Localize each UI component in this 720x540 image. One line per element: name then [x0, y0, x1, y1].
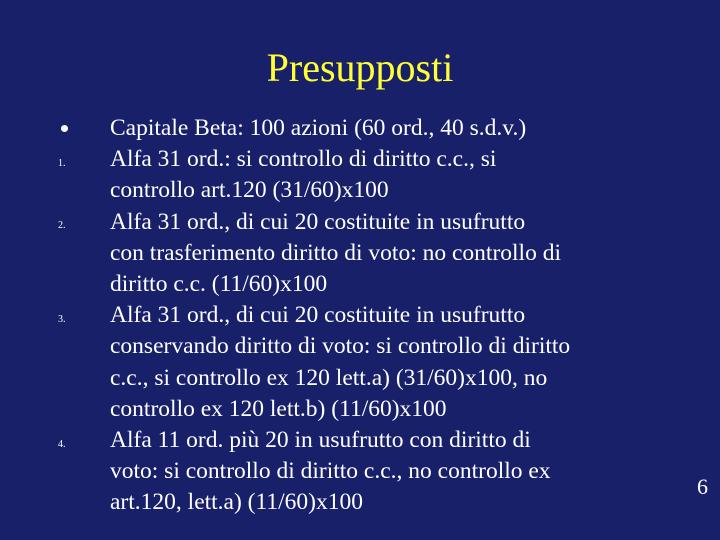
- item-line: Alfa 11 ord. più 20 in usufrutto con diritto di: [110, 427, 531, 454]
- item-line: conservando diritto di voto: si controllo di diritto: [110, 333, 571, 360]
- list-item: [0, 425, 690, 519]
- item-line: Capitale Beta: 100 azioni (60 ord., 40 s.d.v.): [110, 115, 527, 141]
- list-item: [0, 113, 690, 144]
- number-marker: [58, 144, 66, 175]
- item-line: controllo art.120 (31/60)x100: [110, 177, 389, 204]
- item-line: diritto c.c. (11/60)x100: [110, 271, 328, 298]
- item-line: art.120, lett.a) (11/60)x100: [110, 489, 363, 516]
- number-marker: [58, 207, 66, 238]
- bullet-dot-icon: [61, 125, 68, 132]
- item-number: 3.: [58, 313, 66, 325]
- item-line: voto: si controllo di diritto c.c., no controllo ex: [110, 458, 551, 485]
- item-line: con trasferimento diritto di voto: no controllo di: [110, 239, 561, 266]
- number-marker: [58, 300, 66, 331]
- item-line: controllo ex 120 lett.b) (11/60)x100: [110, 395, 447, 422]
- list-item: [0, 144, 690, 206]
- number-marker: [58, 425, 66, 456]
- bullet-list: [0, 113, 690, 519]
- bullet-marker: [58, 113, 68, 144]
- item-line: Alfa 31 ord., di cui 20 costituite in usufrutto: [110, 302, 526, 329]
- item-number: 1.: [58, 157, 66, 169]
- item-number: 2.: [58, 220, 66, 232]
- slide-title: Presupposti: [266, 45, 454, 90]
- item-line: c.c., si controllo ex 120 lett.a) (31/60)x100, no: [110, 364, 548, 391]
- item-line: Alfa 31 ord.: si controllo di diritto c.c., si: [110, 146, 497, 173]
- item-number: 4.: [58, 438, 66, 450]
- slide-number: 6: [697, 474, 708, 499]
- list-item: [0, 207, 690, 301]
- item-line: Alfa 31 ord., di cui 20 costituite in usufrutto: [110, 208, 526, 235]
- list-item: [0, 300, 690, 425]
